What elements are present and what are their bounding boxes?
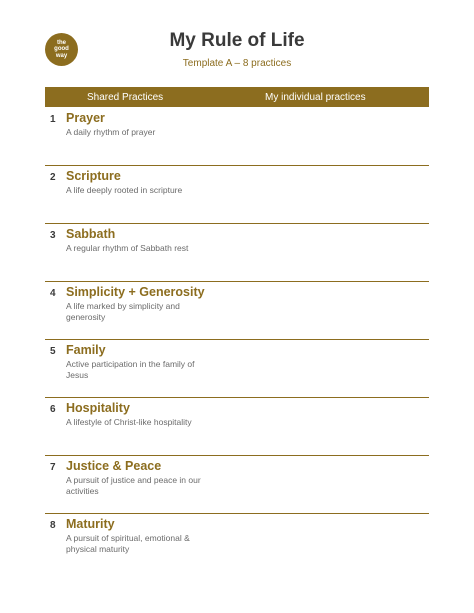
practice-description: A pursuit of justice and peace in our activities — [66, 475, 201, 496]
practices-table — [45, 108, 429, 572]
practice-row — [45, 514, 429, 572]
header-shared-practices: Shared Practices — [87, 92, 164, 103]
practice-description: Active participation in the family of Jesus — [66, 359, 195, 380]
practice-description: A life marked by simplicity and generosity — [66, 301, 180, 322]
practice-name: Maturity — [66, 517, 115, 531]
practice-row — [45, 398, 429, 456]
header-individual-practices: My individual practices — [265, 92, 366, 103]
practice-name: Hospitality — [66, 401, 130, 415]
practice-description: A lifestyle of Christ-like hospitality — [66, 417, 192, 427]
logo-line: way — [55, 52, 68, 59]
page-title: My Rule of Life — [169, 30, 305, 51]
practice-number: 7 — [50, 462, 56, 473]
practice-name: Prayer — [66, 111, 105, 125]
practice-description: A regular rhythm of Sabbath rest — [66, 243, 189, 253]
table-header — [45, 87, 429, 107]
page-subtitle: Template A – 8 practices — [182, 58, 292, 69]
practice-name: Justice & Peace — [66, 459, 162, 473]
practice-name: Simplicity + Generosity — [66, 285, 205, 299]
practice-number: 6 — [50, 404, 56, 415]
practice-number: 8 — [50, 520, 56, 531]
practice-number: 2 — [50, 172, 56, 183]
practice-name: Sabbath — [66, 227, 116, 241]
practice-row — [45, 282, 429, 340]
practice-row — [45, 224, 429, 282]
practice-description: A daily rhythm of prayer — [66, 127, 156, 137]
practice-number: 3 — [50, 230, 56, 241]
practice-description: A pursuit of spiritual, emotional & physical maturity — [66, 533, 190, 554]
practice-name: Scripture — [66, 169, 121, 183]
practice-row — [45, 166, 429, 224]
practice-description: A life deeply rooted in scripture — [66, 185, 183, 195]
practice-number: 1 — [50, 114, 56, 125]
practice-number: 5 — [50, 346, 56, 357]
practice-row — [45, 108, 429, 166]
practice-number: 4 — [50, 288, 56, 299]
practice-name: Family — [66, 343, 106, 357]
practice-row — [45, 456, 429, 514]
logo-line: good — [54, 46, 69, 53]
logo-line: the — [57, 39, 66, 46]
practice-row — [45, 340, 429, 398]
